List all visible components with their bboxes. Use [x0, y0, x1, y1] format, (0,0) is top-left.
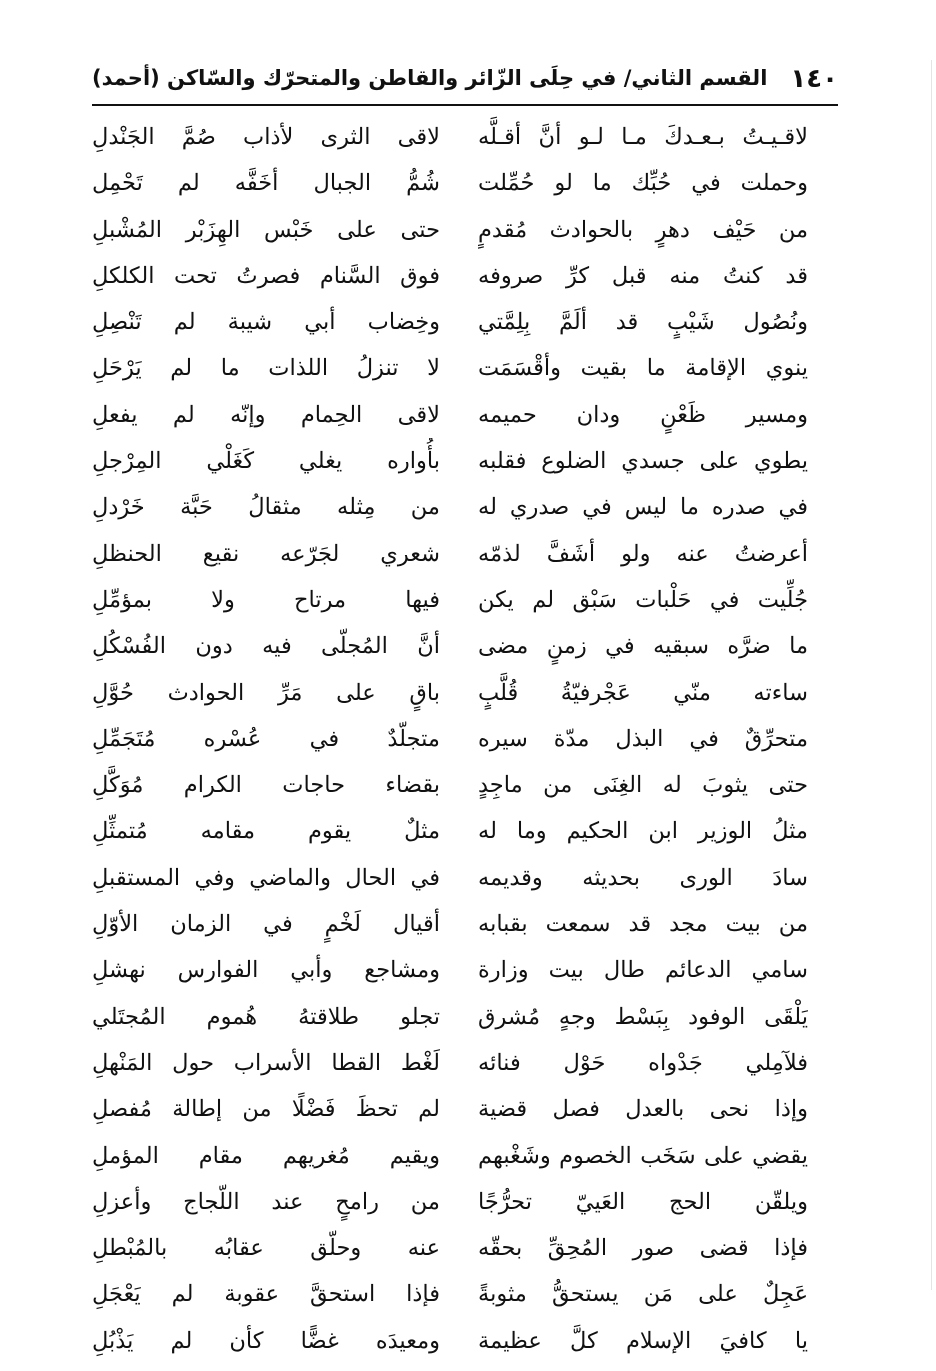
- verse-second-hemistich: لم تحظَ فَضْلًا من إطالة مُفصلِ: [92, 1096, 440, 1123]
- verse: [92, 484, 838, 530]
- verse-first-hemistich: متحرِّقٌ في البذل مدّة سيره: [478, 725, 808, 752]
- verse-second-hemistich: ومعيدَه غضًّا كأن لم يَذْبُلِ: [92, 1327, 440, 1354]
- verse: [92, 299, 838, 345]
- verse-first-hemistich: سامي الدعائم طال بيت وزارة: [478, 957, 808, 984]
- verse: [92, 1225, 838, 1271]
- verse: [92, 947, 838, 993]
- verse-first-hemistich: ونُصُول شَيْبٍ قد ألَمَّ بِلِمَّتي: [478, 309, 808, 336]
- verse-second-hemistich: أقيال لَخْمٍ في الزمان الأوّلِ: [92, 911, 440, 938]
- verse: [92, 577, 838, 623]
- verse-first-hemistich: حتى يثوبَ له الغِنَى من ماجِدٍ: [478, 772, 808, 799]
- verse-first-hemistich: ما ضرَّه سبقيه في زمنٍ مضى: [478, 633, 808, 660]
- verse: [92, 762, 838, 808]
- verse-second-hemistich: فيها مرتاح ولا بمؤمِّلِ: [92, 586, 440, 613]
- verse-first-hemistich: وإذا نحى بالعدل فصل قضية: [478, 1096, 808, 1123]
- verse: [92, 531, 838, 577]
- verse: [92, 1318, 838, 1364]
- verse-second-hemistich: باقٍ على مَرِّ الحوادث حُوَّلِ: [92, 679, 440, 706]
- verse-second-hemistich: متجلّدٌ في عُسْره مُتَجَمِّلِ: [92, 725, 440, 752]
- running-title: القسم الثاني/ في حِلَى الزّائر والقاطن والمتحرّك والسّاكن (أحمد): [92, 66, 768, 90]
- verse-second-hemistich: ويقيم مُغريهم مقام المؤملِ: [92, 1142, 440, 1169]
- page-number: ١٤٠: [790, 64, 838, 94]
- verse: [92, 207, 838, 253]
- verse-second-hemistich: من رامحٍ عند اللّجاج وأعزلِ: [92, 1188, 440, 1215]
- verse: [92, 1271, 838, 1317]
- poem-body: [92, 114, 838, 1364]
- verse-second-hemistich: أنَّ المُجلّى فيه دون الفُسْكُلِ: [92, 633, 440, 660]
- verse: [92, 1179, 838, 1225]
- verse: [92, 901, 838, 947]
- verse: [92, 1040, 838, 1086]
- verse: [92, 855, 838, 901]
- verse-first-hemistich: يقضي على سَخَب الخصوم وشَغْبهم: [478, 1142, 808, 1169]
- verse-second-hemistich: حتى على خَبْس الهِزَبْر المُشْبلِ: [92, 216, 440, 243]
- verse-second-hemistich: لاقى الثرى لأذاب صُمَّ الجَنْدلِ: [92, 124, 440, 150]
- verse-first-hemistich: يَلْقَى الوفود بِبَسْط وجهٍ مُشرق: [478, 1003, 808, 1030]
- verse: [92, 670, 838, 716]
- verse: [92, 623, 838, 669]
- verse-first-hemistich: في صدره ما ليس في صدري له: [478, 494, 808, 521]
- verse-first-hemistich: ساءته منّي عَجْرفيّةُ قُلَّبٍ: [478, 679, 808, 706]
- verse-second-hemistich: تجلو طلاقتهُ هُموم المُجتَلي: [92, 1003, 440, 1030]
- verse-first-hemistich: من حَيْف دهرٍ بالحوادث مُقدمٍ: [478, 216, 808, 243]
- verse-first-hemistich: ينوي الإقامة ما بقيت وأقْسَمَت: [478, 355, 808, 382]
- verse: [92, 808, 838, 854]
- verse: [92, 994, 838, 1040]
- verse-second-hemistich: من مِثله مثقالُ حَبَّة خَرْدلِ: [92, 494, 440, 521]
- verse: [92, 160, 838, 206]
- verse: [92, 1086, 838, 1132]
- verse-first-hemistich: عَجِلٌ على مَن يستحقُّ مثوبةً: [478, 1281, 808, 1308]
- verse-first-hemistich: لاقـيـتُ بـعـدكَ مـا لـو أنَّ أقـلَّه: [478, 124, 808, 150]
- verse-second-hemistich: وخِضاب أبي شيبة لم تَنْصِلِ: [92, 309, 440, 336]
- header-divider: [92, 104, 838, 106]
- verse-first-hemistich: قد كنتُ منه قبل كرِّ صروفه: [478, 262, 808, 289]
- verse-second-hemistich: فوق السَّنام فصرتُ تحت الكلكلِ: [92, 262, 440, 289]
- verse-second-hemistich: لا تنزلُ اللذات ما لم يَرْحَلِ: [92, 355, 440, 382]
- verse-first-hemistich: ويلقّن الحج العَييّ تحرُّجًا: [478, 1188, 808, 1215]
- verse-second-hemistich: شعري لجَرّعه نقيع الحنظلِ: [92, 540, 440, 567]
- verse-first-hemistich: يا كافيَ الإسلام كلَّ عظيمة: [478, 1327, 808, 1354]
- verse-second-hemistich: فإذا استحقَّ عقوبة لم يَعْجَلِ: [92, 1281, 440, 1308]
- verse-second-hemistich: ومشاجع وأبي الفوارس نهشلِ: [92, 957, 440, 984]
- verse-first-hemistich: وحملت في حُبِّك ما لو حُمِّلت: [478, 170, 808, 197]
- verse-first-hemistich: فإذا قضى صور المُحِقِّ بحقّه: [478, 1235, 808, 1262]
- verse-second-hemistich: مثلٌ يقوم مقامه مُتمثِّلِ: [92, 818, 440, 845]
- verse-second-hemistich: لاقى الحِمام وإنّه لم يفعلِ: [92, 401, 440, 428]
- verse-first-hemistich: ومسير ظَعْنٍ ودان حميمه: [478, 401, 808, 428]
- verse-first-hemistich: يطوي على جسدي الضلوع فقلبه: [478, 448, 808, 475]
- verse-second-hemistich: عنه وحلّق عقابُه بالمُبْطلِ: [92, 1235, 440, 1262]
- verse-first-hemistich: فلآمِلي جَدْواه حَوْل فنائه: [478, 1049, 808, 1076]
- verse-second-hemistich: في الحال والماضي وفي المستقبلِ: [92, 864, 440, 891]
- verse: [92, 1133, 838, 1179]
- verse-second-hemistich: بقضاء حاجات الكرام مُوَكَّلِ: [92, 772, 440, 799]
- verse-first-hemistich: من بيت مجد قد سمعت بقبابه: [478, 911, 808, 938]
- verse-second-hemistich: بأُواره يغلي كَغَلْي المِرْجلِ: [92, 448, 440, 475]
- verse-second-hemistich: لَغْط القطا الأسراب حول المَنْهلِ: [92, 1049, 440, 1076]
- page-edge-line: [931, 60, 932, 1290]
- verse-first-hemistich: سادَ الورى بحديثه وقديمه: [478, 864, 808, 891]
- page-header: [92, 64, 838, 104]
- verse: [92, 345, 838, 391]
- verse: [92, 114, 838, 160]
- verse: [92, 438, 838, 484]
- verse-second-hemistich: شُمُّ الجبال أخَفَّه لم تَحْمِل: [92, 170, 440, 197]
- verse: [92, 392, 838, 438]
- verse-first-hemistich: جُلِّيت في حَلْبات سَبْق لم يكن: [478, 586, 808, 613]
- verse-first-hemistich: أعرضتُ عنه ولو أشَفَّ لذمّه: [478, 540, 808, 567]
- verse: [92, 716, 838, 762]
- verse: [92, 253, 838, 299]
- verse-first-hemistich: مثلُ الوزير ابن الحكيم وما له: [478, 818, 808, 845]
